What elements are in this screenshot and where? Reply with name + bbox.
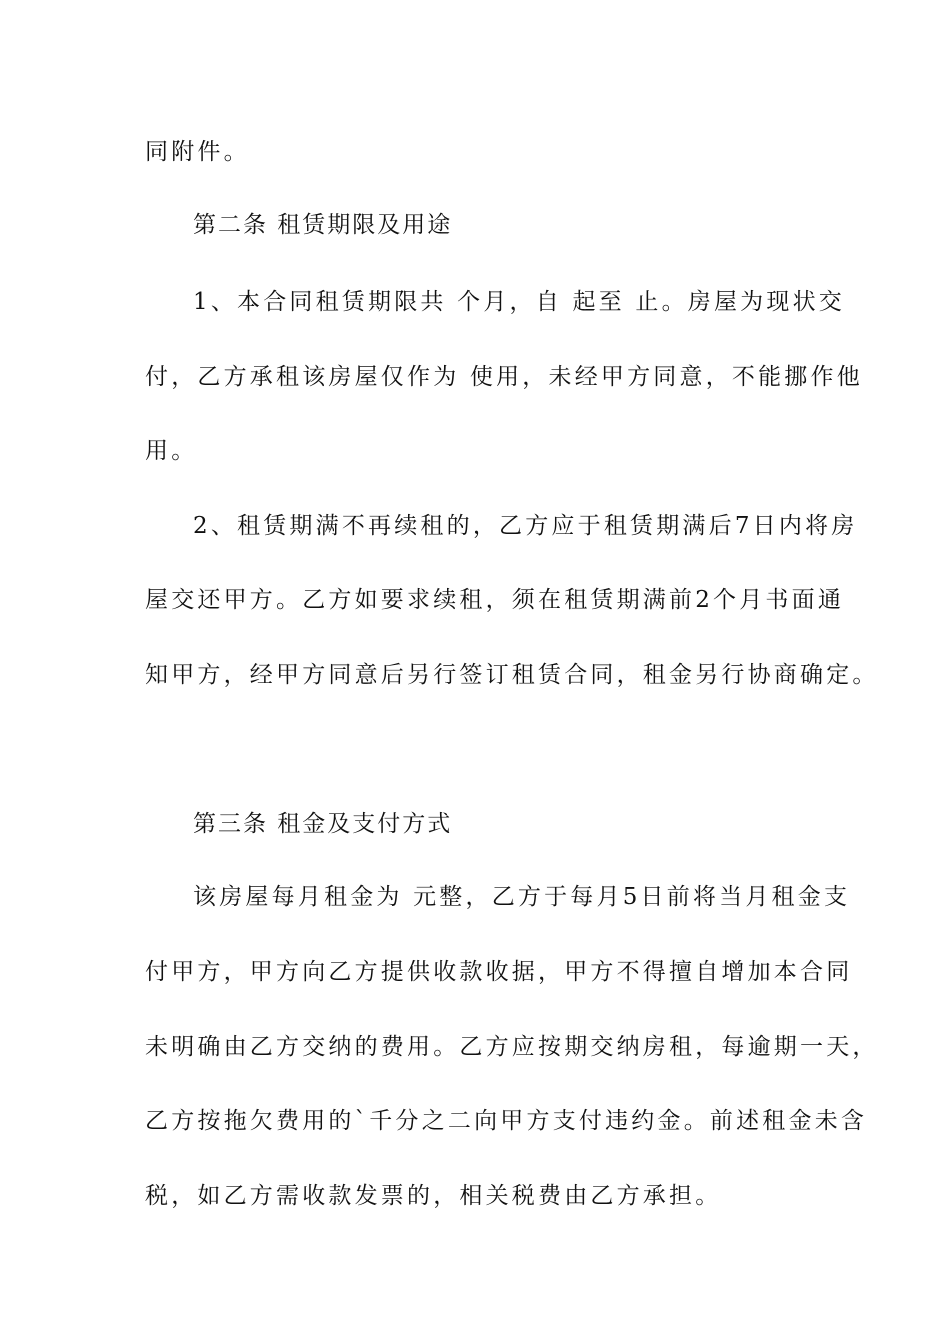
clause-2-2-line-2: 屋交还甲方。乙方如要求续租，须在租赁期满前2个月书面通: [145, 587, 845, 613]
section-3-heading: 第三条 租金及支付方式: [193, 811, 453, 837]
section-2-heading: 第二条 租赁期限及用途: [193, 212, 453, 238]
section-3-line-5: 税，如乙方需收款发票的，相关税费由乙方承担。: [145, 1183, 722, 1209]
clause-2-1-line-2: 付，乙方承租该房屋仅作为 使用，未经甲方同意，不能挪作他: [145, 364, 863, 390]
clause-2-1-line-1: 1、本合同租赁期限共 个月，自 起至 止。房屋为现状交: [193, 289, 845, 315]
clause-2-2-line-3: 知甲方，经甲方同意后另行签订租赁合同，租金另行协商确定。: [145, 662, 879, 688]
section-3-line-4: 乙方按拖欠费用的`千分之二向甲方支付违约金。前述租金未含: [145, 1108, 868, 1134]
continuation-line: 同附件。: [145, 139, 250, 165]
section-3-line-2: 付甲方，甲方向乙方提供收款收据，甲方不得擅自增加本合同: [145, 959, 853, 985]
clause-2-1-line-3: 用。: [145, 438, 198, 464]
section-3-line-1: 该房屋每月租金为 元整，乙方于每月5日前将当月租金支: [193, 884, 851, 910]
section-3-line-3: 未明确由乙方交纳的费用。乙方应按期交纳房租，每逾期一天，: [145, 1034, 879, 1060]
clause-2-2-line-1: 2、租赁期满不再续租的，乙方应于租赁期满后7日内将房: [193, 513, 858, 539]
